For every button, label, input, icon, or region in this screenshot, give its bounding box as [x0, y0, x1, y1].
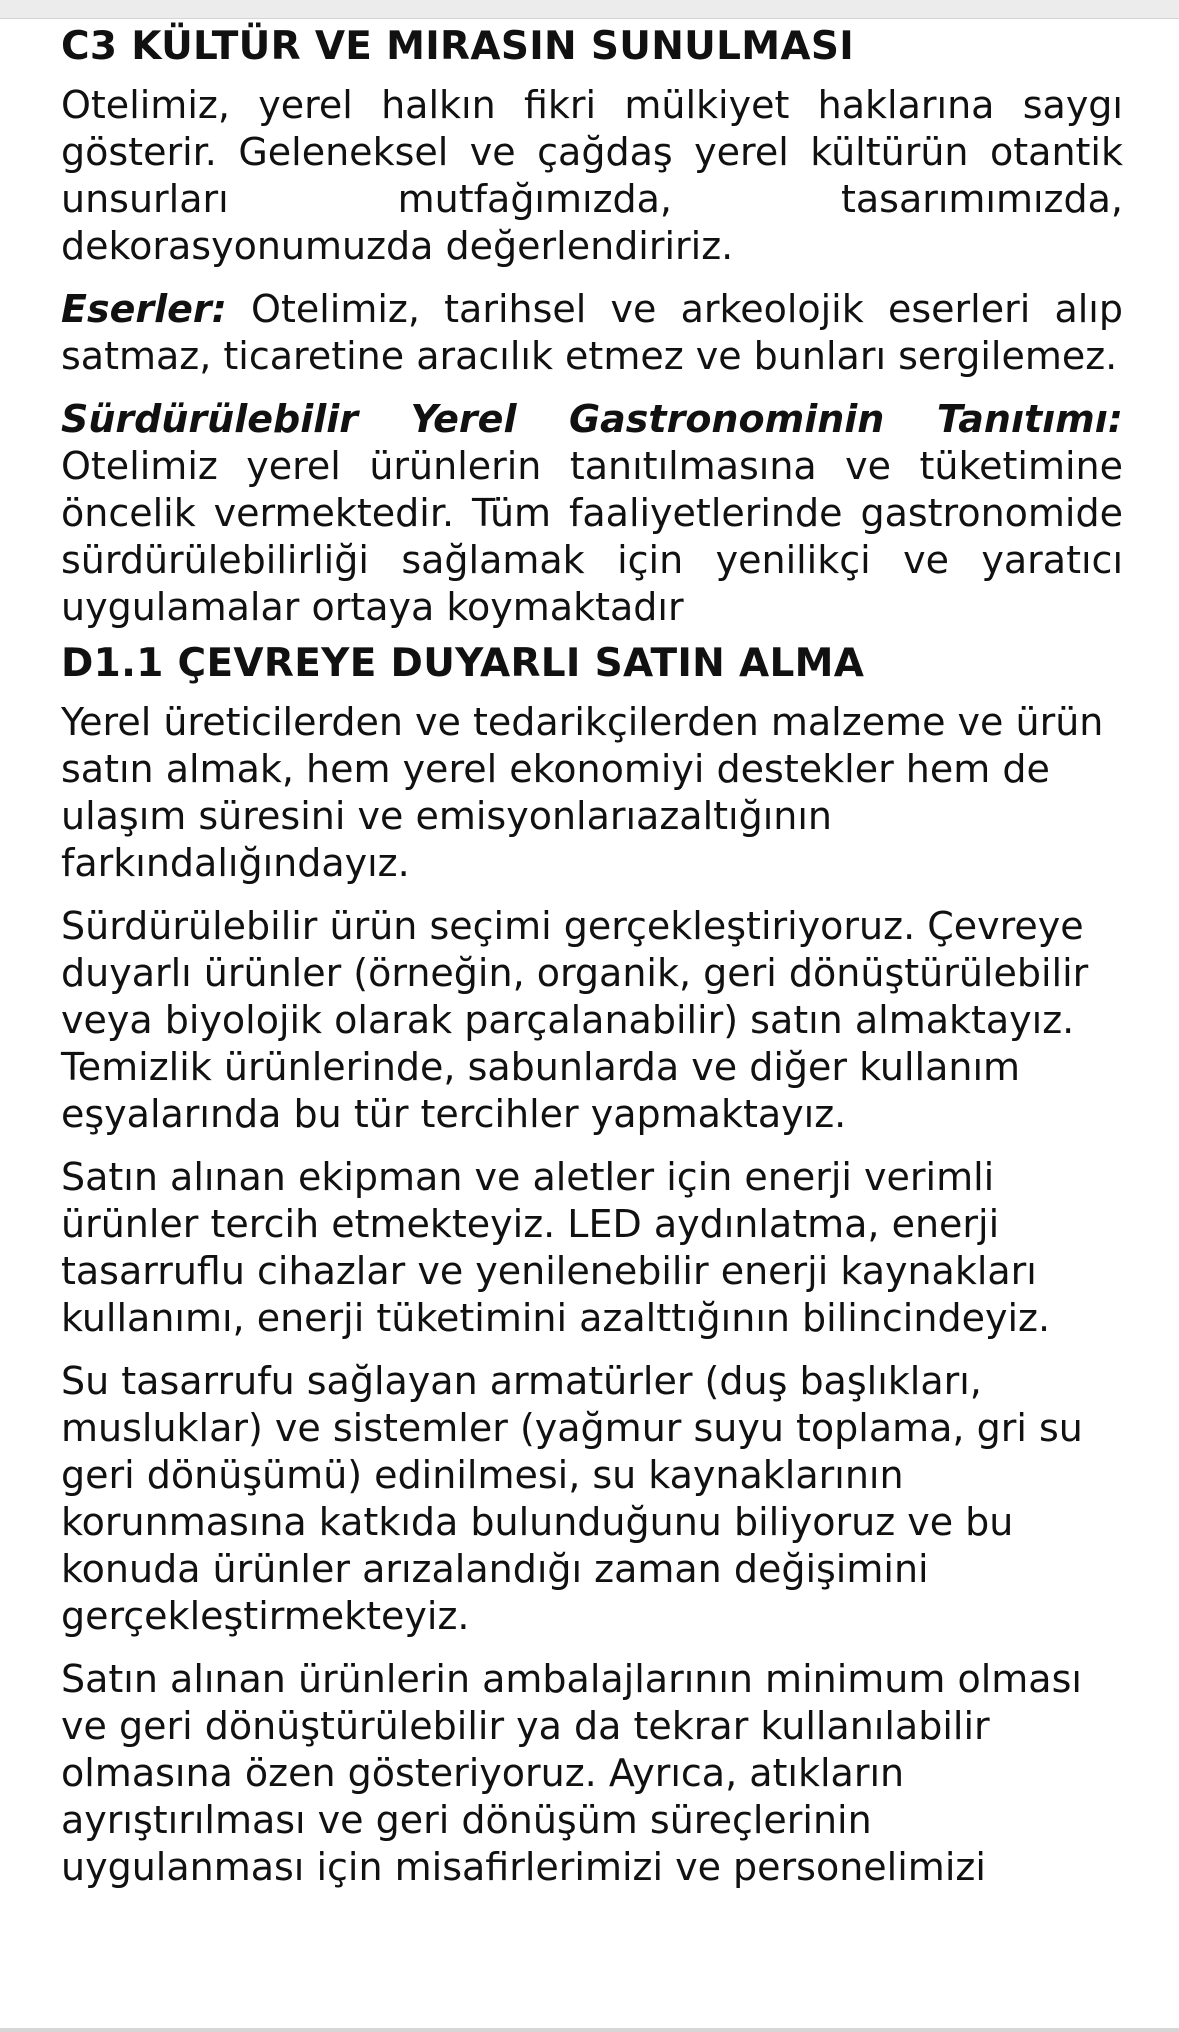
- paragraph-gastronomi: [61, 396, 1123, 631]
- paragraph-eserler: [61, 286, 1123, 380]
- section-heading-c3: C3 KÜLTÜR VE MIRASIN SUNULMASI: [61, 24, 855, 69]
- paragraph-d11-5: Satın alınan ürünlerin ambalajlarının minimum olması ve geri dönüştürülebilir ya da tekrar kullanılabilir olmasına özen gösteriyoruz. Ayrıca, atıkların ayrıştırılması ve geri dönüşüm süreçlerinin uygulanması için misafirlerimizi ve personelimizi: [61, 1657, 1082, 1889]
- lead-eserler: Eserler:: [61, 287, 227, 331]
- text-gastronomi: Otelimiz yerel ürünlerin tanıtılmasına ve tüketimine öncelik vermektedir. Tüm faaliyetlerinde gastronomide sürdürülebilirliği sağlamak için yenilikçi ve yaratıcı uygulamalar ortaya koymaktadır: [61, 444, 1123, 629]
- text-eserler: Otelimiz, tarihsel ve arkeolojik eserleri alıp satmaz, ticaretine aracılık etmez ve bunları sergilemez.: [61, 287, 1123, 378]
- document-content: [61, 22, 1123, 1907]
- paragraph-d11-3: Satın alınan ekipman ve aletler için enerji verimli ürünler tercih etmekteyiz. LED aydınlatma, enerji tasarruflu cihazlar ve yenilenebilir enerji kaynakları kullanımı, enerji tüketimini azalttığının bilincindeyiz.: [61, 1155, 1051, 1340]
- section-heading-d11: D1.1 ÇEVREYE DUYARLI SATIN ALMA: [61, 641, 865, 686]
- paragraph-d11-2: Sürdürülebilir ürün seçimi gerçekleştiriyoruz. Çevreye duyarlı ürünler (örneğin, organik, geri dönüştürülebilir veya biyolojik olarak parçalanabilir) satın almaktayız. Temizlik ürünlerinde, sabunlarda ve diğer kullanım eşyalarında bu tür tercihler yapmaktayız.: [61, 904, 1089, 1136]
- paragraph-d11-1: Yerel üreticilerden ve tedarikçilerden malzeme ve ürün satın almak, hem yerel ekonomiyi destekler hem de ulaşım süresini ve emisyonlarıazaltığının farkındalığındayız.: [61, 700, 1104, 885]
- paragraph-c3-intro: Otelimiz, yerel halkın fikri mülkiyet haklarına saygı gösterir. Geleneksel ve çağdaş yerel kültürün otantik unsurları mutfağımızda, tasarımımızda, dekorasyonumuzda değerlendiririz.: [61, 83, 1123, 268]
- paragraph-d11-4: Su tasarrufu sağlayan armatürler (duş başlıkları, musluklar) ve sistemler (yağmur suyu toplama, gri su geri dönüşümü) edinilmesi, su kaynaklarının korunmasına katkıda bulunduğunu biliyoruz ve bu konuda ürünler arızalandığı zaman değişimini gerçekleştirmekteyiz.: [61, 1359, 1083, 1638]
- lead-gastronomi: Sürdürülebilir Yerel Gastronominin Tanıtımı:: [61, 397, 1123, 441]
- bottom-edge-bar: [0, 2028, 1179, 2032]
- top-edge-bar: [0, 0, 1179, 19]
